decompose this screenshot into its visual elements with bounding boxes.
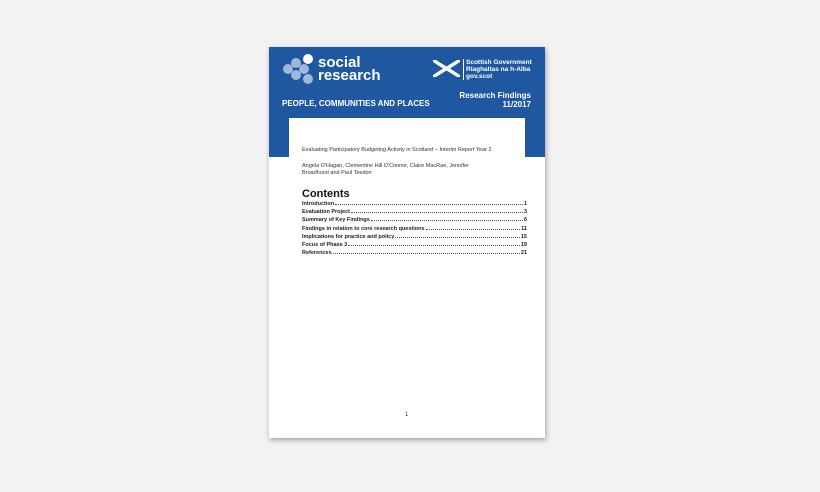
toc-entry[interactable] [302,234,527,242]
document-page [269,47,545,438]
page-number: 1 [405,412,409,418]
toc-label: Findings in relation to core research questions [302,225,425,232]
toc-page: 6 [523,217,527,224]
findings-number: 11/2017 [502,100,531,109]
toc-entry[interactable] [302,201,527,209]
toc-label: Focus of Phase 3 [302,241,348,248]
gov-name: Scottish Government [466,59,532,66]
toc-entry[interactable] [302,250,527,258]
social-research-logo [283,54,381,84]
logo-social: social [318,54,361,71]
toc-page: 19 [520,241,527,248]
toc-page: 11 [521,225,527,232]
findings-label: Research Findings [459,91,531,100]
research-findings [459,91,531,109]
toc-entry[interactable] [302,242,527,250]
toc-label: Evaluation Project [302,209,350,216]
toc-label: Implications for practice and policy [302,233,395,240]
table-of-contents [302,201,527,258]
toc-entry[interactable] [302,226,527,234]
scottish-government-logo [463,59,532,80]
toc-page: 15 [520,233,527,240]
toc-label: Introduction [302,201,335,207]
toc-page: 21 [520,250,527,257]
toc-label: References [302,250,332,257]
logo-research: research [318,67,381,84]
report-title: Evaluating Participatory Budgeting Activity in Scotland – Interim Report Year 2 [302,147,492,153]
toc-label: Summary of Key Findings [302,217,370,224]
contents-heading: Contents [302,188,350,200]
hexagon-cluster-icon [283,54,315,84]
gov-gaelic: Riaghaltas na h-Alba [466,66,531,73]
toc-page: 1 [523,201,527,207]
saltire-flag-icon [433,60,460,77]
toc-page: 3 [523,209,527,216]
gov-url: gov.scot [466,73,493,80]
toc-entry[interactable] [302,209,527,217]
authors: Angela O'Hagan, Clementine Hill O'Connor, Claire MacRae, Jennifer Broadhurst and Paul Teedon [302,163,469,176]
toc-entry[interactable] [302,217,527,225]
series-title: PEOPLE, COMMUNITIES AND PLACES [282,99,430,108]
